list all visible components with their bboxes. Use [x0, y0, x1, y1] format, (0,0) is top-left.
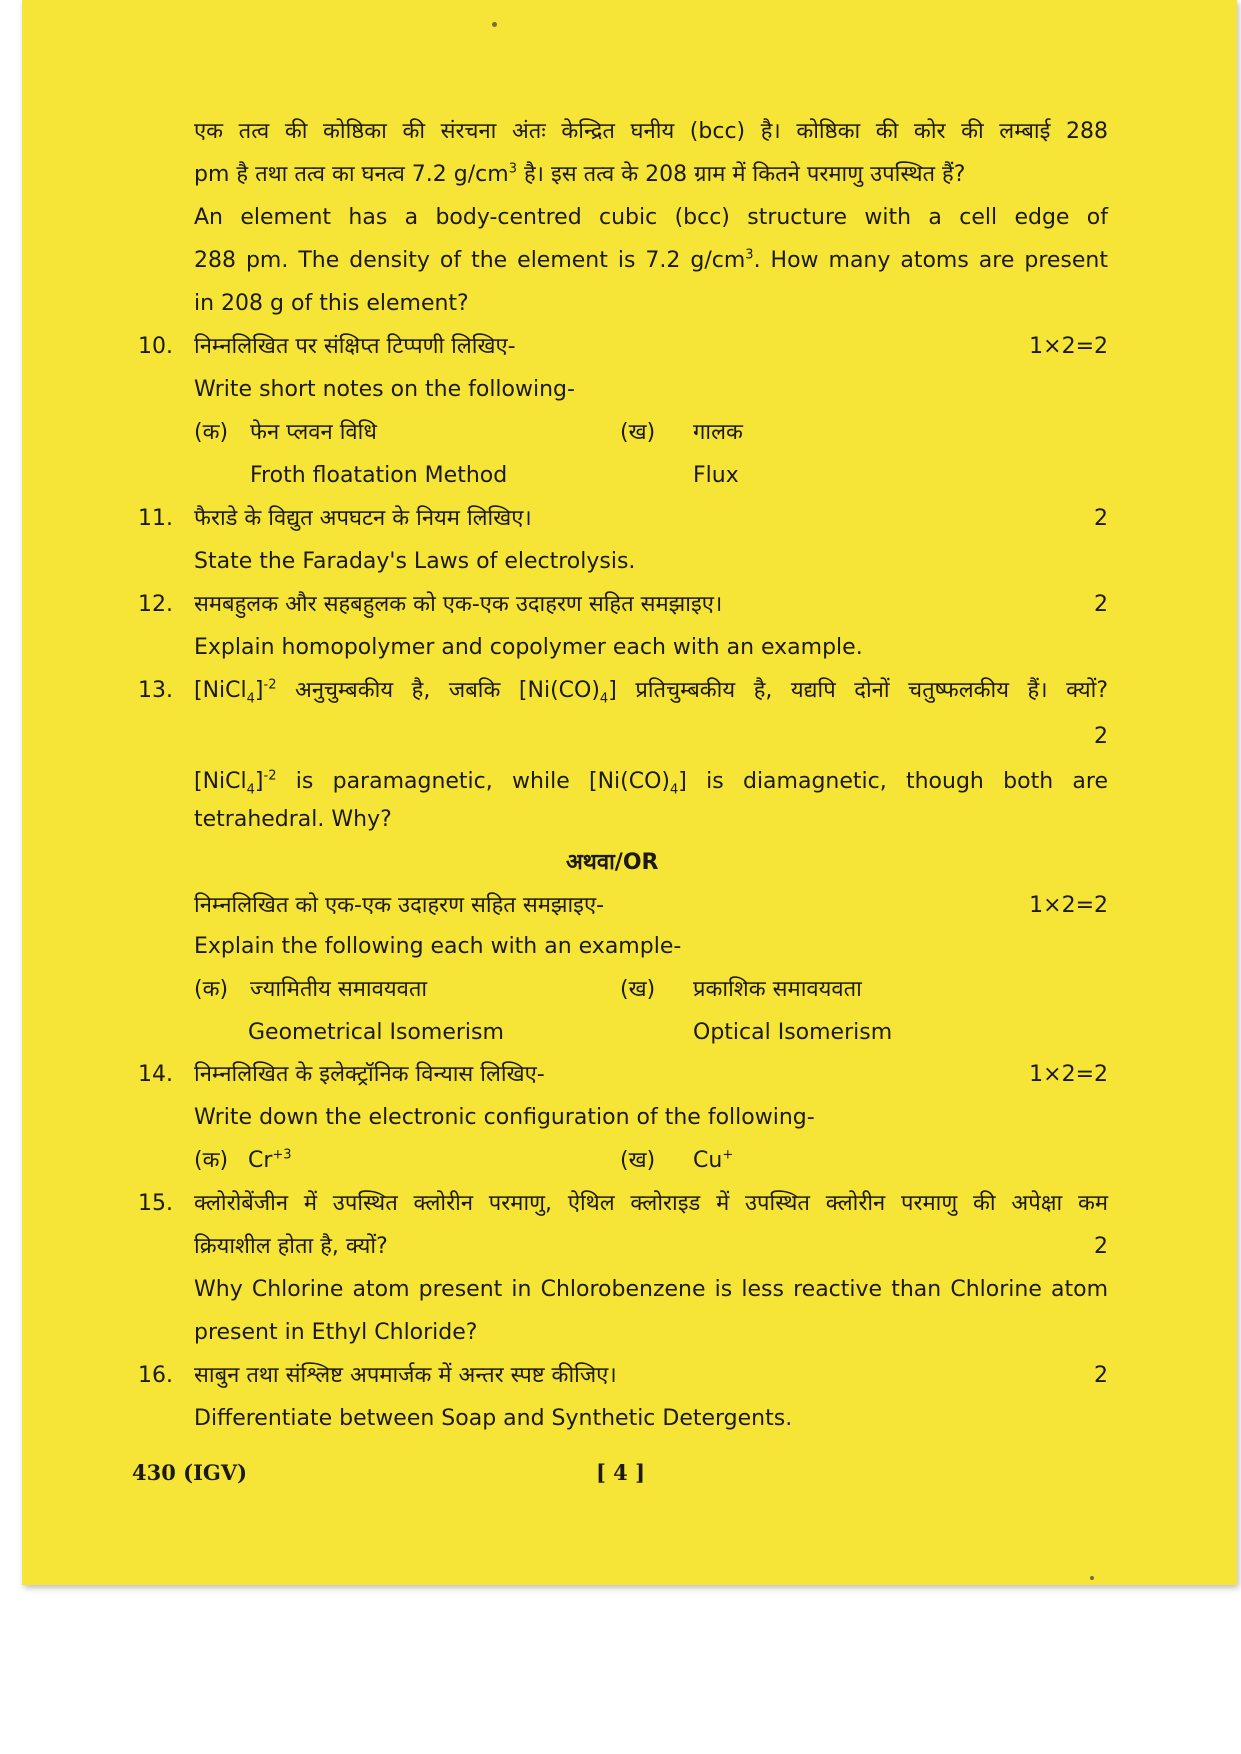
q14-b-ion: Cu+: [693, 1147, 734, 1173]
q12-number: 12.: [138, 592, 173, 617]
q13-b-label: (ख): [620, 977, 656, 1002]
q12-hindi: समबहुलक और सहबहुलक को एक-एक उदाहरण सहित समझाइए।: [194, 592, 723, 617]
q13-alt-marks: 1×2=2: [1029, 893, 1108, 918]
q14-a-ion: $Cr^{+3}$: [248, 1147, 292, 1173]
ink-speck: [1090, 1576, 1094, 1580]
q10-marks: 1×2=2: [1029, 334, 1108, 359]
q11-number: 11.: [138, 506, 173, 531]
q13-a-en: Geometrical Isomerism: [248, 1020, 504, 1045]
q10-a-hindi: फेन प्लवन विधि: [250, 420, 377, 445]
q16-en: Differentiate between Soap and Synthetic Detergents.: [194, 1406, 793, 1431]
q12-en: Explain homopolymer and copolymer each with an example.: [194, 635, 863, 660]
q10-en: Write short notes on the following-: [194, 377, 575, 402]
intro-hindi-line1: एक तत्व की कोष्ठिका की संरचना अंतः केन्द्रित घनीय (bcc) है। कोष्ठिका की कोर की लम्बाई 288: [194, 119, 1108, 144]
q15-en-line1: Why Chlorine atom present in Chlorobenzene is less reactive than Chlorine atom: [194, 1277, 1108, 1302]
q16-marks: 2: [1094, 1363, 1108, 1388]
intro-en-line3: in 208 g of this element?: [194, 291, 469, 316]
ink-speck: [492, 22, 497, 27]
q14-hindi: निम्नलिखित के इलेक्ट्रॉनिक विन्यास लिखिए-: [194, 1062, 545, 1087]
q13-a-hindi: ज्यामितीय समावयवता: [250, 977, 428, 1002]
q13-hindi: [NiCl$_4$]$^{-2}$ अनुचुम्बकीय है, जबकि $[Ni(CO)_4]$ प्रतिचुम्बकीय है, यद्यपि दोनों चतुष्फलकीय हैं। क्यों?: [194, 677, 1108, 707]
q10-a-en: Froth floatation Method: [250, 463, 508, 488]
q13-number: 13.: [138, 678, 173, 703]
q11-en: State the Faraday's Laws of electrolysis.: [194, 549, 636, 574]
q11-marks: 2: [1094, 506, 1108, 531]
paper-code: 430 (IGV): [132, 1460, 248, 1485]
q10-b-hindi: गालक: [693, 420, 743, 445]
q13-en-line1: [NiCl$_4$]$^{-2}$ is paramagnetic, while $[Ni(CO)_4]$ is diamagnetic, though both are: [194, 768, 1108, 798]
q10-number: 10.: [138, 334, 173, 359]
q11-hindi: फैराडे के विद्युत अपघटन के नियम लिखिए।: [194, 506, 532, 531]
q13-marks: 2: [1094, 724, 1108, 749]
q13-en-line2: tetrahedral. Why?: [194, 807, 392, 832]
q10-a-label: (क): [194, 420, 229, 445]
q15-en-line2: present in Ethyl Chloride?: [194, 1320, 478, 1345]
q13-b-hindi: प्रकाशिक समावयवता: [693, 977, 862, 1002]
q10-b-en: Flux: [693, 463, 739, 488]
q15-number: 15.: [138, 1191, 173, 1216]
intro-en-line2: 288 pm. The density of the element is 7.2 $g/cm^3$. How many atoms are present: [194, 247, 1108, 273]
q13-a-label: (क): [194, 977, 229, 1002]
q10-b-label: (ख): [620, 420, 656, 445]
q12-marks: 2: [1094, 592, 1108, 617]
page-number: [ 4 ]: [595, 1460, 646, 1485]
q14-en: Write down the electronic configuration of the following-: [194, 1105, 815, 1130]
q14-marks: 1×2=2: [1029, 1062, 1108, 1087]
q16-hindi: साबुन तथा संश्लिष्ट अपमार्जक में अन्तर स्पष्ट कीजिए।: [194, 1363, 617, 1388]
q13-b-en: Optical Isomerism: [693, 1020, 893, 1045]
q16-number: 16.: [138, 1363, 173, 1388]
q10-hindi: निम्नलिखित पर संक्षिप्त टिप्पणी लिखिए-: [194, 334, 516, 359]
q14-number: 14.: [138, 1062, 173, 1087]
q14-b-label: (ख): [620, 1148, 656, 1173]
q14-a-label: (क): [194, 1148, 229, 1173]
q13-alt-hindi: निम्नलिखित को एक-एक उदाहरण सहित समझाइए-: [194, 893, 605, 918]
q13-alt-en: Explain the following each with an example-: [194, 934, 682, 959]
or-separator: अथवा/OR: [566, 850, 659, 875]
intro-en-line1: An element has a body-centred cubic (bcc) structure with a cell edge of: [194, 205, 1108, 230]
q15-hindi-line1: क्लोरोबेंजीन में उपस्थित क्लोरीन परमाणु, ऐथिल क्लोराइड में उपस्थित क्लोरीन परमाणु की अपेक्षा कम: [194, 1191, 1108, 1216]
q15-marks: 2: [1094, 1234, 1108, 1259]
q15-hindi-line2: क्रियाशील होता है, क्यों?: [194, 1234, 388, 1259]
intro-hindi-line2: pm है तथा तत्व का घनत्व 7.2 $g/cm^3$ है। इस तत्व के 208 ग्राम में कितने परमाणु उपस्थित हैं?: [194, 161, 966, 187]
